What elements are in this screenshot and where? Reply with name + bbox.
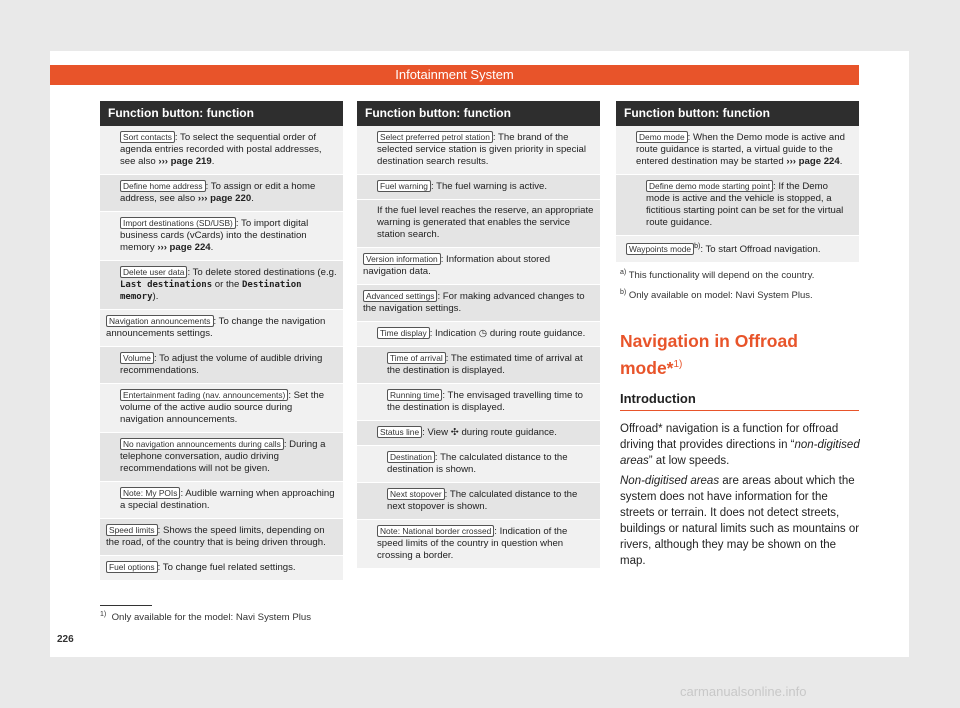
table-row: Fuel warning : The fuel warning is active. <box>357 175 600 200</box>
table-row: Time display : Indication ◷ during route guidance. <box>357 322 600 347</box>
function-button: Time display <box>377 327 430 339</box>
table-header: Function button: function <box>100 101 343 126</box>
function-button: Fuel warning <box>377 180 431 192</box>
watermark: carmanualsonline.info <box>680 684 807 699</box>
function-button: Entertainment fading (nav. announcements) <box>120 389 288 401</box>
table-row: Waypoints mode $^{b)}$: To start Offroad navigation. <box>616 236 859 263</box>
function-button: Select preferred petrol station <box>377 131 493 143</box>
function-button: Waypoints mode <box>626 243 694 255</box>
table-header: Function button: function <box>616 101 859 126</box>
table-row: Note: My POIs : Audible warning when approaching a special destination. <box>100 482 343 519</box>
paragraph: Non-digitised areas are areas about which the system does not have information for the streets or terrain. It does not detect streets, buildings or natural limits such as mountains or rivers, although they may be shown on the map. <box>620 475 860 567</box>
function-table-3 <box>616 101 859 263</box>
table-row: Note: National border crossed : Indication of the speed limits of the country in question when crossing a border. <box>357 520 600 569</box>
table-row: Status line : View ✣ during route guidance. <box>357 421 600 446</box>
function-button: Speed limits <box>106 524 158 536</box>
table-row: Version information : Information about stored navigation data. <box>357 248 600 285</box>
function-button: Volume <box>120 352 154 364</box>
table-row: Speed limits : Shows the speed limits, depending on the road, of the country that is being driven through. <box>100 519 343 556</box>
compass-icon: ✣ <box>450 427 459 438</box>
table-row: If the fuel level reaches the reserve, an appropriate warning is generated that enables the service station search. <box>357 200 600 248</box>
function-button: Status line <box>377 426 422 438</box>
table-row: Fuel options : To change fuel related settings. <box>100 556 343 581</box>
clock-icon: ◷ <box>478 328 488 339</box>
function-button: Note: My POIs <box>120 487 180 499</box>
paragraph: Offroad* navigation is a function for offroad driving that provides directions in “non-digitised areas” at low speeds. <box>620 423 860 467</box>
function-button: Fuel options <box>106 561 158 573</box>
function-button: Navigation announcements <box>106 315 214 327</box>
note: $^{a)}$ This functionality will depend on the country. <box>620 269 815 282</box>
table-header: Function button: function <box>357 101 600 126</box>
function-button: Delete user data <box>120 266 187 278</box>
function-button: Define demo mode starting point <box>646 180 773 192</box>
table-row: Volume : To adjust the volume of audible driving recommendations. <box>100 347 343 384</box>
table-row: Advanced settings : For making advanced changes to the navigation settings. <box>357 285 600 322</box>
table-row: Demo mode : When the Demo mode is active and route guidance is started, a virtual guide to the entered destination may be started ››› page 224. <box>616 126 859 175</box>
table-row: Running time : The envisaged travelling time to the destination is displayed. <box>357 384 600 421</box>
table-row: Destination : The calculated distance to the destination is shown. <box>357 446 600 483</box>
function-button: Import destinations (SD/USB) <box>120 217 236 229</box>
function-table-2 <box>357 101 600 569</box>
table-row: No navigation announcements during calls : During a telephone conversation, audio driving recommendations will not be given. <box>100 433 343 482</box>
note: $^{b)}$ Only available on model: Navi System Plus. <box>620 289 813 302</box>
table-row: Sort contacts : To select the sequential order of agenda entries recorded with postal addresses, see also ››› page 219. <box>100 126 343 175</box>
table-row: Time of arrival : The estimated time of arrival at the destination is displayed. <box>357 347 600 384</box>
table-row: Delete user data : To delete stored destinations (e.g. Last destinations or the Destination memory). <box>100 261 343 310</box>
function-table-1 <box>100 101 343 581</box>
table-row: Navigation announcements : To change the navigation announcements settings. <box>100 310 343 347</box>
footnote: $^{1)}$ Only available for the model: Navi System Plus <box>100 611 311 624</box>
table-row: Import destinations (SD/USB) : To import digital business cards (vCards) into the destination memory ››› page 224. <box>100 212 343 261</box>
function-button: Destination <box>387 451 435 463</box>
table-notes <box>620 266 860 302</box>
section-header: Infotainment System <box>50 65 859 85</box>
function-button: Running time <box>387 389 442 401</box>
function-button: Note: National border crossed <box>377 525 494 537</box>
function-button: Version information <box>363 253 441 265</box>
page-number: 226 <box>57 634 74 645</box>
table-row: Define home address : To assign or edit a home address, see also ››› page 220. <box>100 175 343 212</box>
table-row: Define demo mode starting point : If the Demo mode is active and the vehicle is stopped, a fictitious starting point can be set for the virtual route guidance. <box>616 175 859 236</box>
table-row: Select preferred petrol station : The brand of the selected service station is given priority in special destination search results. <box>357 126 600 175</box>
function-button: No navigation announcements during calls <box>120 438 284 450</box>
table-row: Entertainment fading (nav. announcements) : Set the volume of the active audio source during navigation announcements. <box>100 384 343 433</box>
footnote-divider <box>100 605 152 606</box>
table-row: Next stopover : The calculated distance to the next stopover is shown. <box>357 483 600 520</box>
section-heading: Navigation in Offroad mode*$^{1)}$ <box>620 331 798 378</box>
function-button: Time of arrival <box>387 352 446 364</box>
function-button: Advanced settings <box>363 290 437 302</box>
function-button: Demo mode <box>636 131 688 143</box>
subheading: Introduction <box>620 391 859 411</box>
function-button: Sort contacts <box>120 131 175 143</box>
function-button: Next stopover <box>387 488 445 500</box>
function-button: Define home address <box>120 180 206 192</box>
